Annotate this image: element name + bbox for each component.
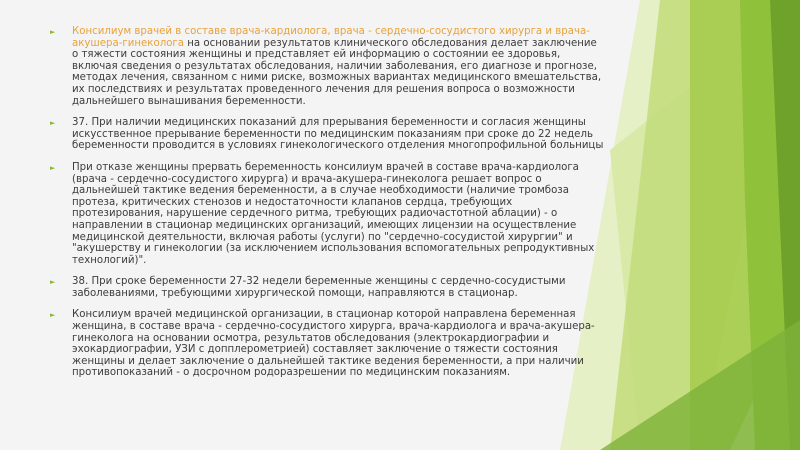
triangle-right-icon: ►: [50, 119, 56, 128]
paragraph-text: 38. При сроке беременности 27-32 недели беременные женщины с сердечно-сосудистыми заболеваниями, требующими хирургической помощи, направляются в стационар.: [72, 276, 566, 299]
paragraph-4: [50, 276, 605, 299]
triangle-right-icon: ►: [50, 28, 56, 36]
triangle-right-icon: ►: [50, 163, 56, 172]
paragraph-text: Консилиум врачей медицинской организации, в стационар которой направлена беременная женщина, в составе врача - сердечно-сосудистого хирурга, врача-кардиолога и врача-акушера-гинеколога на основании осмотра, результатов обследования (электрокардиографии и эхокардиографии, УЗИ с допплерометрией) составляет заключение о тяжести состояния женщины и делает заключение о дальнейшей тактике ведения беременности, а при наличии противопоказаний - о досрочном родоразрешении по медицинским показаниям.: [72, 309, 595, 379]
slide-content: [50, 26, 605, 389]
paragraph-text: При отказе женщины прервать беременность консилиум врачей в составе врача-кардиолога (врача - сердечно-сосудистого хирурга) и врача-акушера-гинеколога решает вопрос о дальнейшей тактике ведения беременности, а в случае необходимости (наличие тромбоза протеза, критических стенозов и недостаточности клапанов сердца, требующих протезирования, нарушение сердечного ритма, требующих радиочастотной аблации) - о направлении в стационар медицинских организаций, имеющих лицензии на осуществление медицинской деятельности, включая работы (услуги) по "сердечно-сосудистой хирургии" и "акушерству и гинекологии (за исключением использования вспомогательных репродуктивных технологий)".: [72, 161, 595, 266]
paragraph-1: [50, 26, 605, 107]
paragraph-text: 37. При наличии медицинских показаний для прерывания беременности и согласия женщины искусственное прерывание беременности по медицинским показаниям при сроке до 22 недель беременности проводится в условиях гинекологического отделения многопрофильной больницы: [72, 117, 604, 152]
triangle-right-icon: ►: [50, 278, 56, 287]
paragraph-text: на основании результатов клинического обследования делает заключение о тяжести состояния женщины и представляет ей информацию о состоянии ее здоровья, включая сведения о результатах обследования, наличии заболевания, его диагнозе и прогнозе, методах лечения, связанном с ними риске, возможных вариантах медицинского вмешательства, их последствиях и результатах проведенного лечения для решения вопроса о возможности дальнейшего вынашивания беременности.: [72, 37, 602, 107]
paragraph-5: [50, 309, 605, 379]
highlight-text: Консилиум врачей в составе врача-кардиолога, врача - сердечно-сосудистого хирурга и врача-акушера-гинеколога: [72, 26, 590, 49]
triangle-right-icon: ►: [50, 311, 56, 320]
paragraph-2: [50, 117, 605, 152]
paragraph-3: [50, 162, 605, 266]
